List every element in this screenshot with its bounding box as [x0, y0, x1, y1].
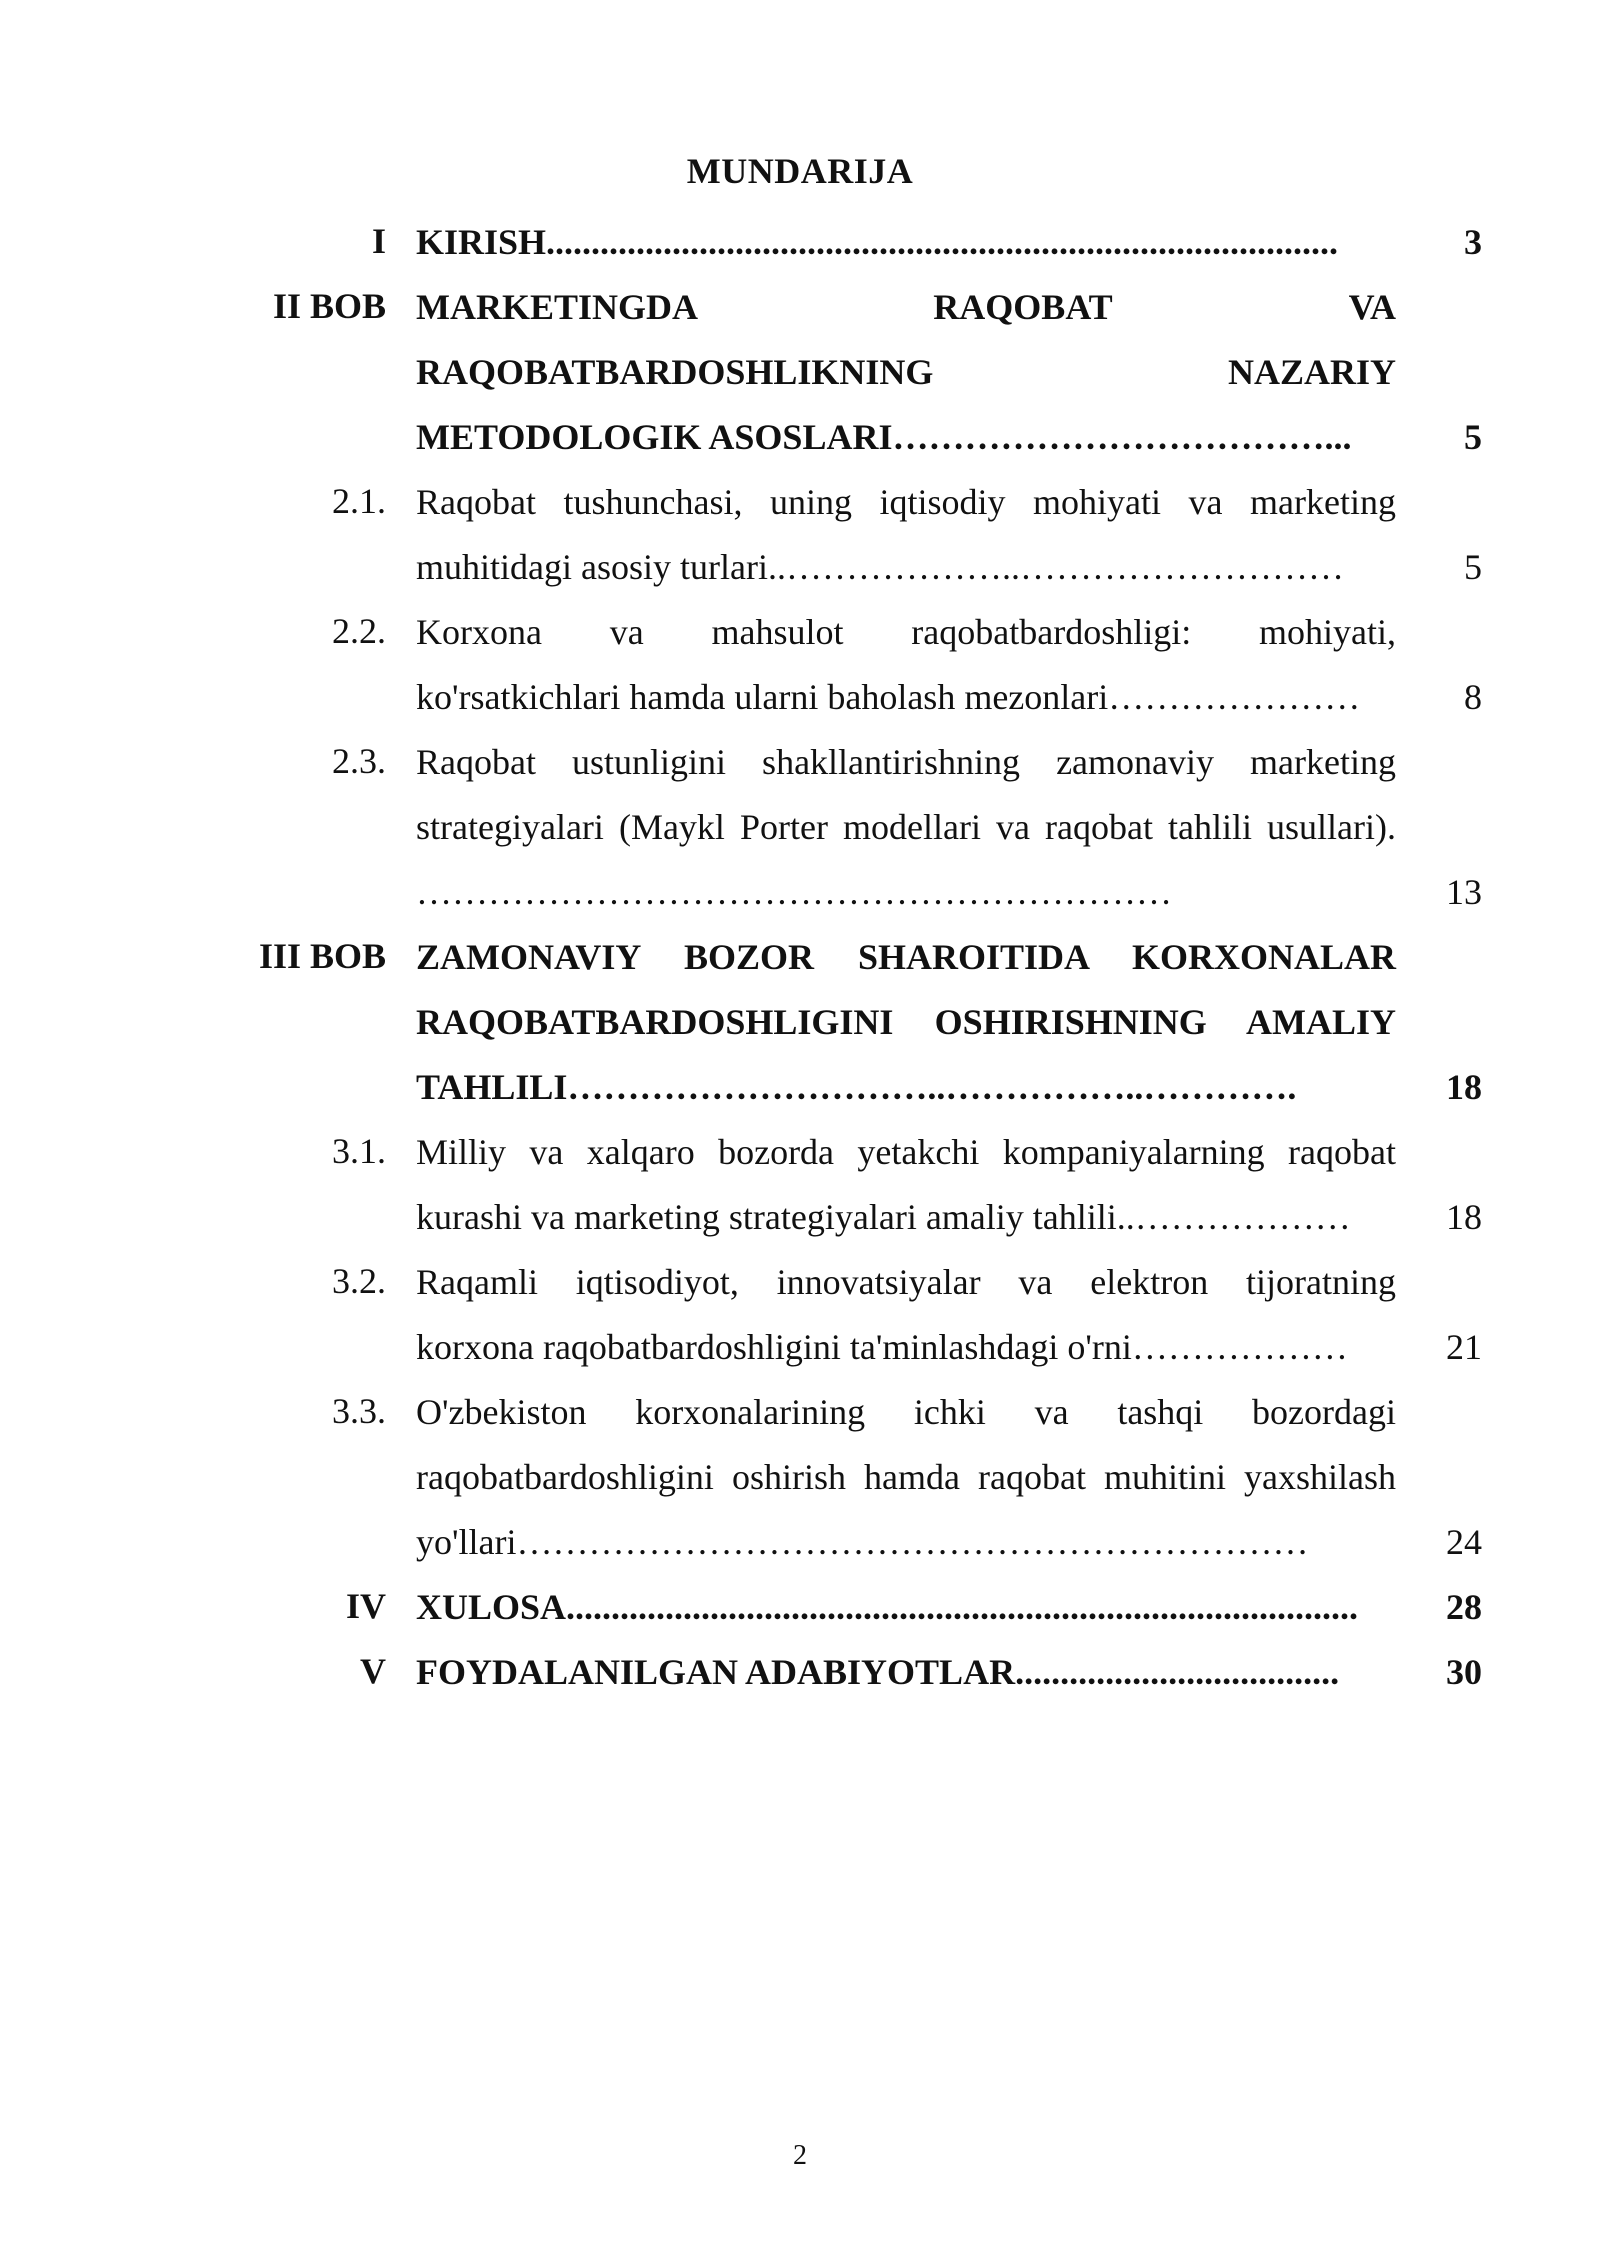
toc-entry-title-line: Raqobat ustunligini shakllantirishning zamonaviy marketing: [416, 742, 1396, 782]
toc-entry-title: [416, 1250, 1396, 1380]
toc-entry: [0, 1120, 1600, 1250]
toc-entry-title-line: Raqobat tushunchasi, uning iqtisodiy mohiyati va marketing: [416, 482, 1396, 522]
toc-entry-page: 18: [1446, 1197, 1482, 1237]
page-title: MUNDARIJA: [686, 151, 914, 191]
toc-entry-page: 24: [1446, 1522, 1482, 1562]
toc-entry-title-line: ………………………………………………………: [416, 872, 1172, 912]
toc-entry-title-line: raqobatbardoshligini oshirish hamda raqobat muhitini yaxshilash: [416, 1457, 1396, 1497]
toc-entry-page: 13: [1446, 872, 1482, 912]
page-number: 2: [793, 2140, 807, 2171]
toc-entry-page: 5: [1464, 417, 1482, 457]
toc-entry-number: 3.3.: [332, 1391, 386, 1431]
toc-entry: [0, 925, 1600, 1120]
toc-entry-title-line: TAHLILI…………………………..……………..………….: [416, 1067, 1297, 1107]
toc-entry-page: 5: [1464, 547, 1482, 587]
table-of-contents: [0, 210, 1600, 1705]
toc-entry-title-line: ZAMONAVIY BOZOR SHAROITIDA KORXONALAR: [416, 937, 1396, 977]
toc-entry-page: 8: [1464, 677, 1482, 717]
toc-entry-title: [416, 730, 1396, 925]
toc-entry-title-line: Korxona va mahsulot raqobatbardoshligi: mohiyati,: [416, 612, 1396, 652]
toc-entry-title-line: Milliy va xalqaro bozorda yetakchi kompaniyalarning raqobat: [416, 1132, 1396, 1172]
toc-entry-title-line: METODOLOGIK ASOSLARI………………………………...: [416, 417, 1352, 457]
toc-entry-title: [416, 1575, 1396, 1640]
toc-entry-page: 21: [1446, 1327, 1482, 1367]
toc-entry-title: [416, 1640, 1396, 1705]
toc-entry-number: 2.1.: [332, 481, 386, 521]
toc-entry-title: [416, 275, 1396, 470]
toc-entry-page: 30: [1446, 1652, 1482, 1692]
toc-entry-number: IV: [345, 1586, 386, 1626]
toc-entry-page: 3: [1464, 222, 1482, 262]
toc-entry-number: I: [371, 221, 386, 261]
toc-entry-title: [416, 1380, 1396, 1575]
toc-entry: [0, 1575, 1600, 1640]
toc-entry-title: [416, 600, 1396, 730]
toc-entry: [0, 1640, 1600, 1705]
toc-entry-title: [416, 210, 1396, 275]
toc-entry-title-line: O'zbekiston korxonalarining ichki va tashqi bozordagi: [416, 1392, 1396, 1432]
toc-entry-title-line: strategiyalari (Maykl Porter modellari va raqobat tahlili usullari).: [416, 807, 1396, 847]
toc-entry-number: 3.1.: [332, 1131, 386, 1171]
toc-entry-title-line: korxona raqobatbardoshligini ta'minlashdagi o'rni………………: [416, 1327, 1348, 1367]
toc-entry: [0, 600, 1600, 730]
toc-entry-title: [416, 1120, 1396, 1250]
toc-entry-title-line: XULOSA........................................................................................: [416, 1587, 1359, 1627]
toc-entry-title-line: KIRISH........................................................................................: [416, 222, 1339, 262]
toc-entry-title-line: FOYDALANILGAN ADABIYOTLAR....................................: [416, 1652, 1340, 1692]
toc-entry-title: [416, 925, 1396, 1120]
toc-entry-number: III BOB: [258, 936, 386, 976]
toc-entry: [0, 730, 1600, 925]
toc-entry-number: V: [360, 1651, 386, 1691]
toc-entry-title-line: muhitidagi asosiy turlari..………………..………………………: [416, 547, 1344, 587]
toc-entry-title: [416, 470, 1396, 600]
toc-entry: [0, 210, 1600, 275]
toc-entry: [0, 1380, 1600, 1575]
toc-entry-title-line: kurashi va marketing strategiyalari amaliy tahlili..………………: [416, 1197, 1351, 1237]
toc-entry-title-line: RAQOBATBARDOSHLIKNING NAZARIY: [416, 352, 1396, 392]
toc-entry-page: 18: [1446, 1067, 1482, 1107]
toc-entry-title-line: MARKETINGDA RAQOBAT VA: [416, 287, 1396, 327]
toc-entry-title-line: RAQOBATBARDOSHLIGINI OSHIRISHNING AMALIY: [416, 1002, 1396, 1042]
toc-entry-number: 2.2.: [332, 611, 386, 651]
toc-entry: [0, 275, 1600, 470]
toc-entry-page: 28: [1446, 1587, 1482, 1627]
toc-entry-number: 2.3.: [332, 741, 386, 781]
toc-entry-number: 3.2.: [332, 1261, 386, 1301]
toc-entry: [0, 470, 1600, 600]
toc-entry-title-line: Raqamli iqtisodiyot, innovatsiyalar va elektron tijoratning: [416, 1262, 1396, 1302]
toc-entry: [0, 1250, 1600, 1380]
toc-entry-title-line: ko'rsatkichlari hamda ularni baholash mezonlari…………………: [416, 677, 1361, 717]
toc-entry-title-line: yo'llari…………………………………………………………: [416, 1522, 1309, 1562]
toc-entry-number: II BOB: [272, 286, 386, 326]
